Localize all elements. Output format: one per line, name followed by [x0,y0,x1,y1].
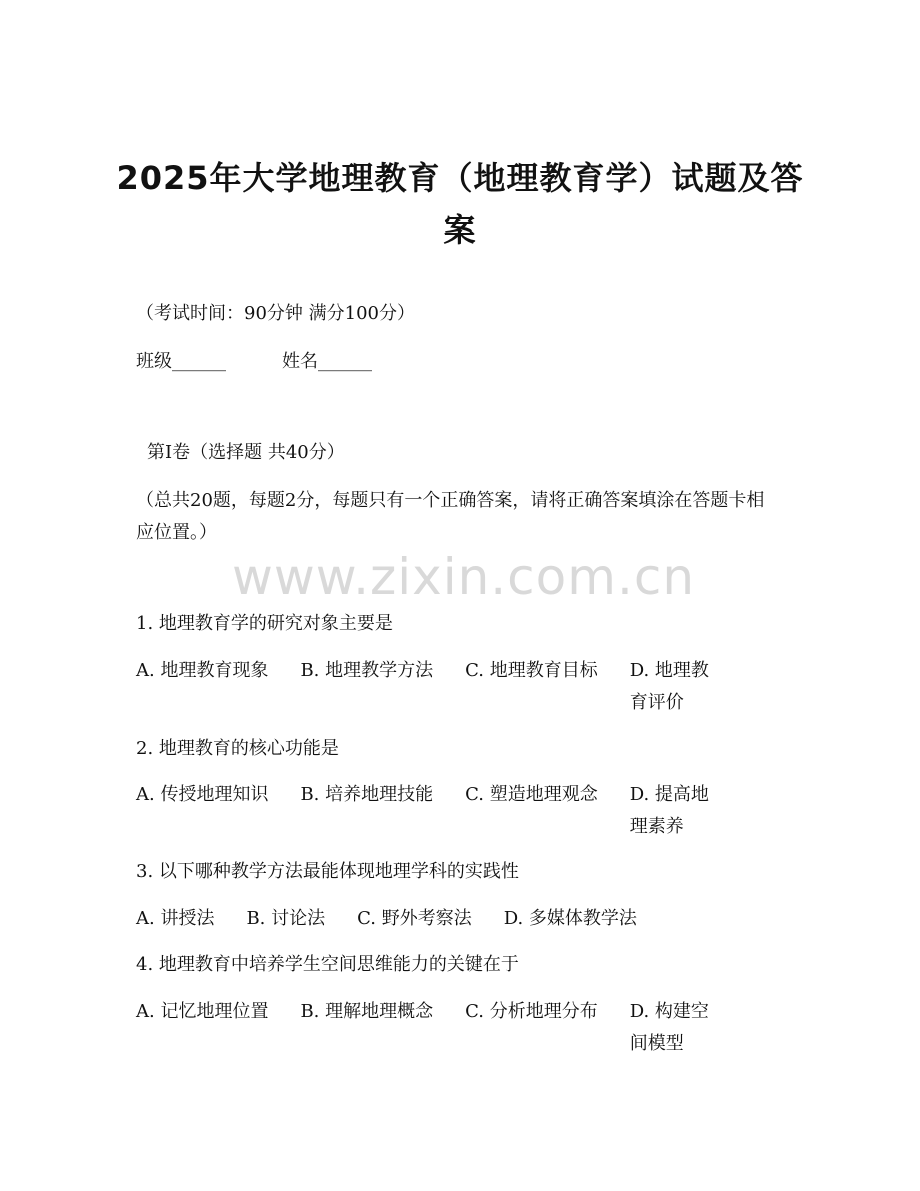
option-a: A. 讲授法 [136,908,215,929]
option-c: C. 野外考察法 [357,908,472,929]
question-stem: 2. 地理教育的核心功能是 [136,738,339,759]
option-a: A. 传授地理知识 [136,784,269,805]
option-c: C. 分析地理分布 [465,1001,598,1022]
watermark: www.zixin.com.cn [232,548,696,606]
option-a: A. 地理教育现象 [136,660,269,681]
document-title: 2025年大学地理教育（地理教育学）试题及答案 [116,159,804,249]
question-options [136,903,781,935]
student-fields [136,346,786,378]
question-options [136,779,781,843]
class-field: 班级______ [136,351,226,372]
section-title: 第Ⅰ卷（选择题 共40分） [147,442,345,463]
option-c: C. 地理教育目标 [465,660,598,681]
question-stem: 3. 以下哪种教学方法最能体现地理学科的实践性 [136,861,519,882]
option-a: A. 记忆地理位置 [136,1001,269,1022]
option-b: B. 讨论法 [246,908,326,929]
question-options [136,655,781,719]
section-instructions: （总共20题，每题2分，每题只有一个正确答案，请将正确答案填涂在答题卡相应位置。） [136,490,765,543]
question-options [136,996,781,1060]
option-b: B. 理解地理概念 [300,1001,434,1022]
exam-info: （考试时间：90分钟 满分100分） [136,303,415,324]
option-b: B. 培养地理技能 [300,784,434,805]
name-field: 姓名______ [282,351,372,372]
option-c: C. 塑造地理观念 [465,784,598,805]
question-stem: 1. 地理教育学的研究对象主要是 [136,613,393,634]
option-d: D. 地理教育评价 [629,660,709,713]
option-d: D. 提高地理素养 [629,784,709,837]
option-d: D. 构建空间模型 [629,1001,709,1054]
option-d: D. 多媒体教学法 [503,908,637,929]
option-b: B. 地理教学方法 [300,660,434,681]
question-stem: 4. 地理教育中培养学生空间思维能力的关键在于 [136,954,519,975]
